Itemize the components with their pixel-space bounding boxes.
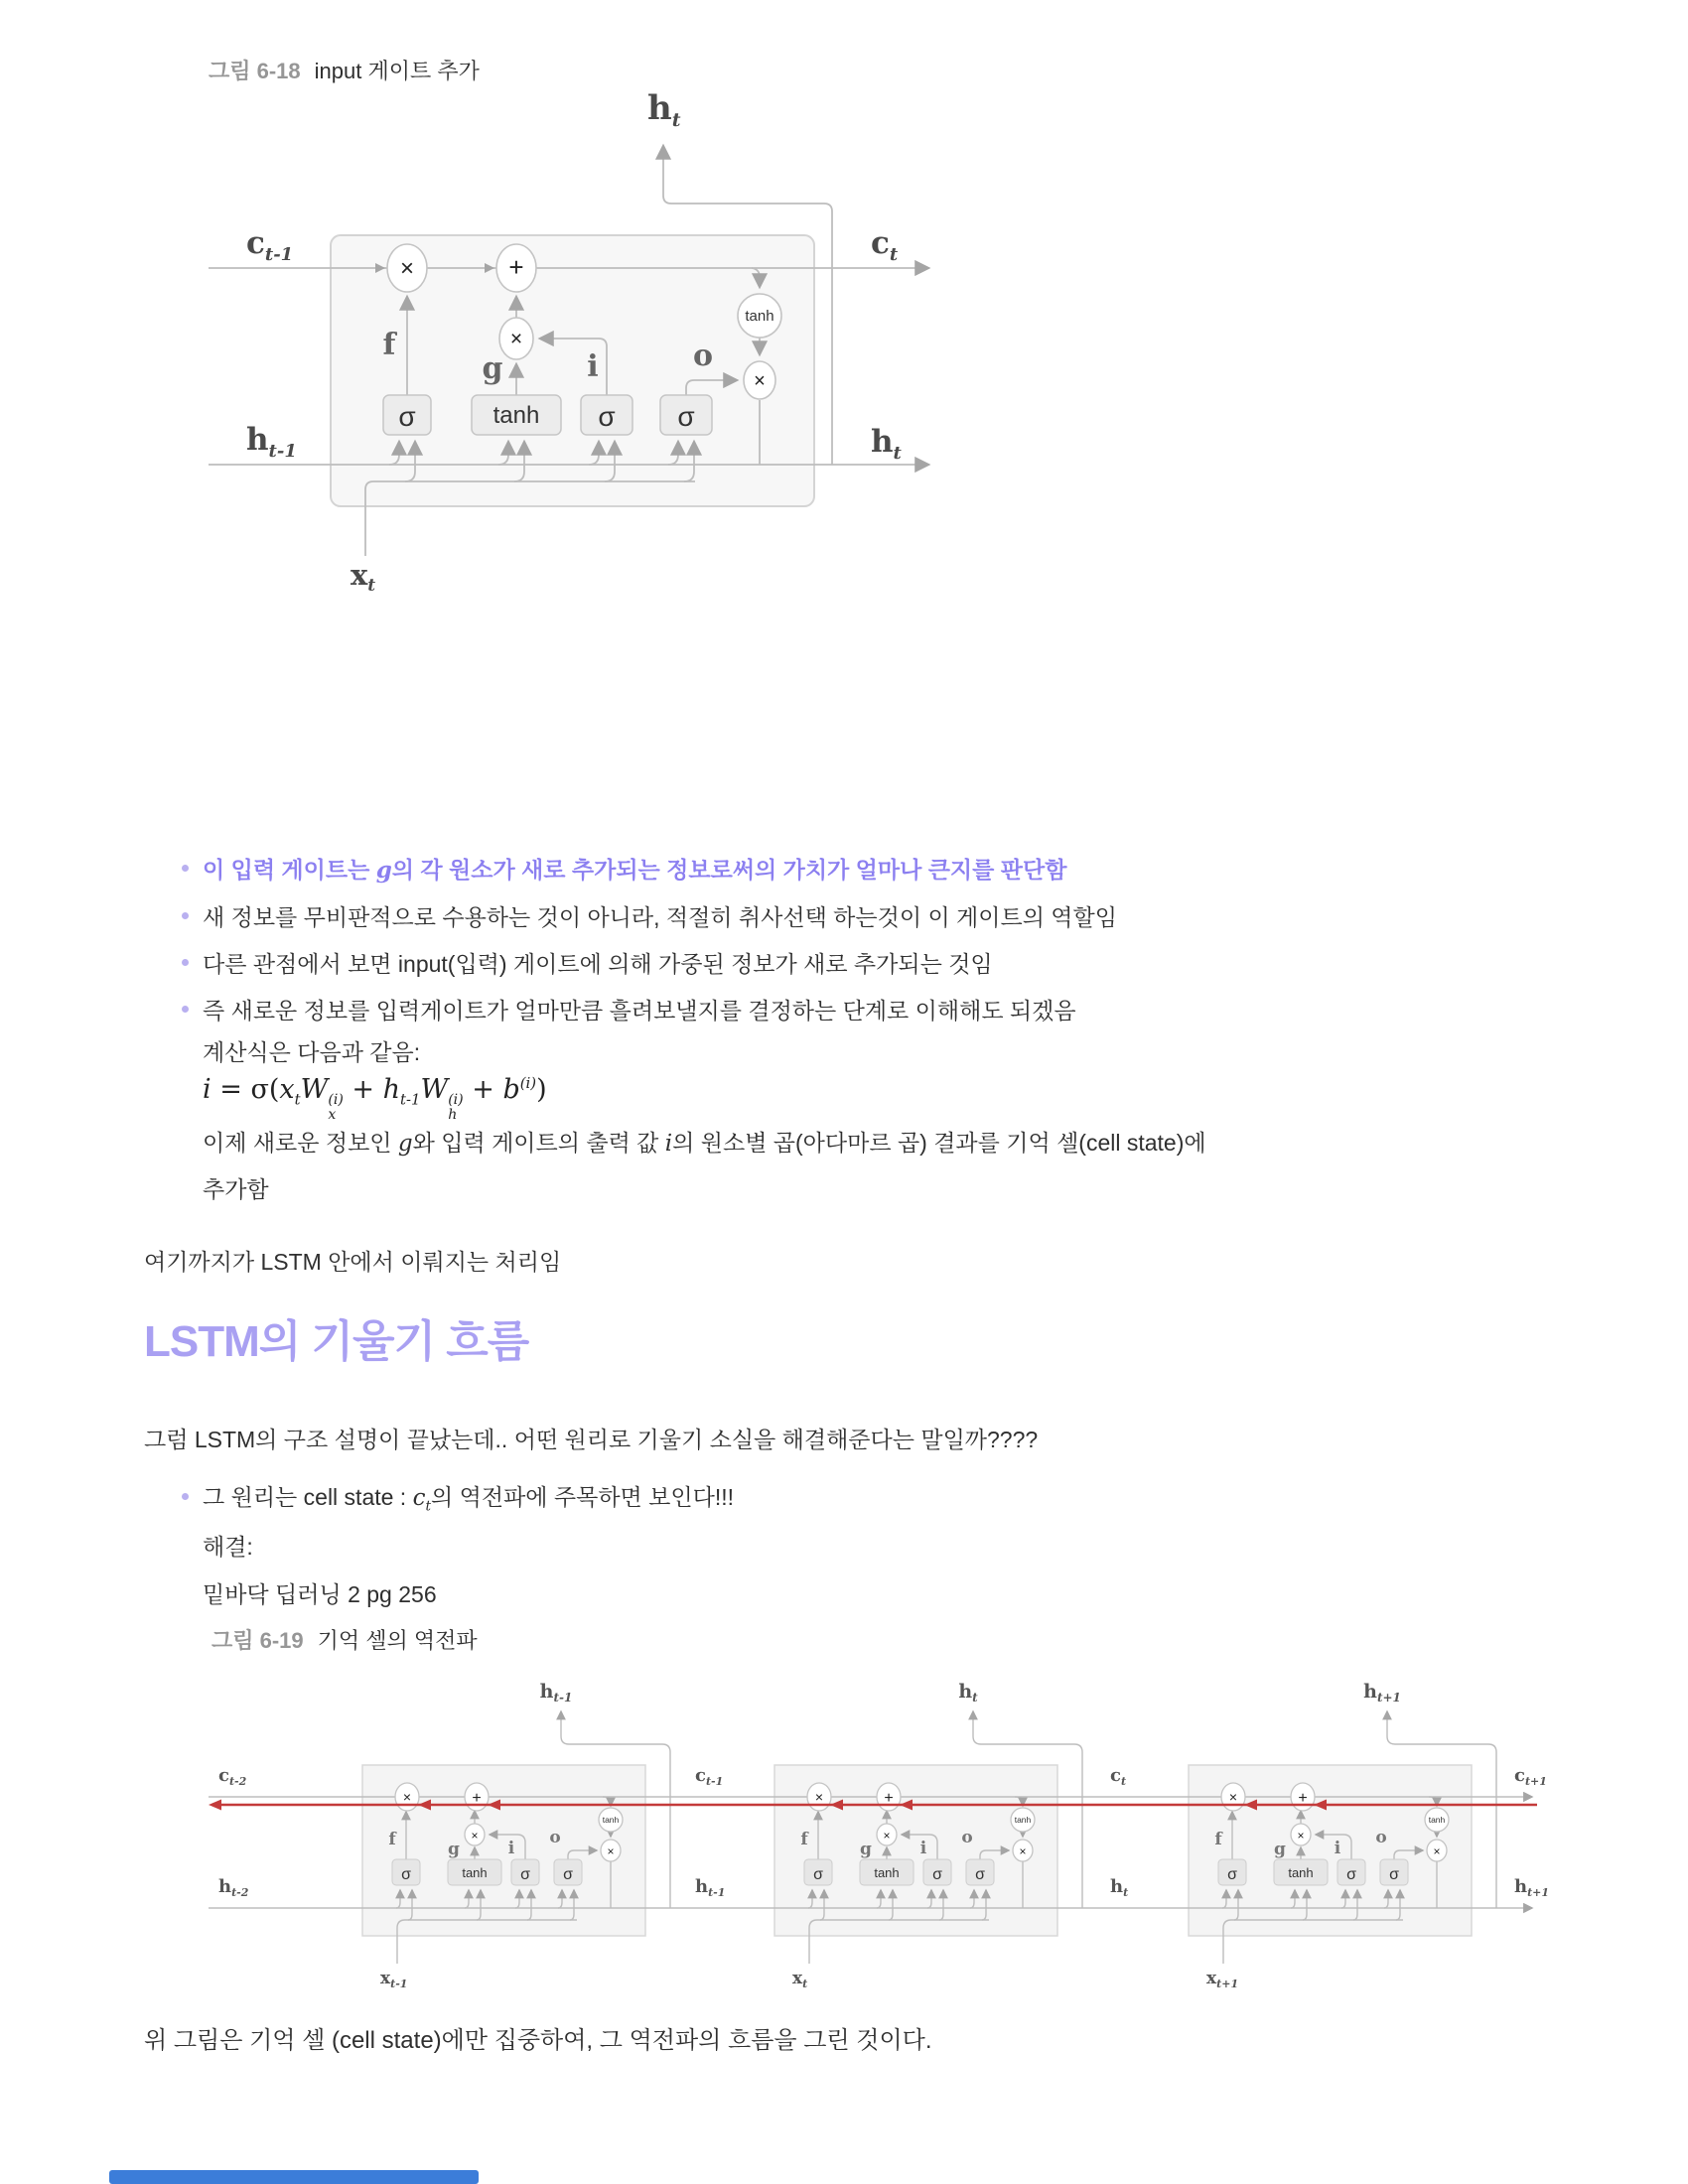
svg-text:σ: σ [1389, 1866, 1399, 1883]
label-h-t: $h_t$ [1110, 1876, 1129, 1899]
svg-text:σ: σ [563, 1866, 573, 1883]
label-h-t2: $h_{t-2}$ [218, 1876, 249, 1899]
calc-intro-line: 계산식은 다음과 같음: [203, 1039, 421, 1065]
label-x-t1: $x_{t-1}$ [380, 1969, 408, 1990]
svg-text:g: g [1274, 1840, 1286, 1859]
figure2-caption-text: 기억 셀의 역전파 [317, 1628, 478, 1653]
svg-text:i: i [507, 1839, 515, 1858]
paragraph-summary: 여기까지가 LSTM 안에서 이뤄지는 처리임 [144, 1249, 562, 1275]
svg-text:σ: σ [813, 1866, 823, 1883]
clipped-blue-bar [109, 2170, 479, 2184]
tanh-gate-g: tanh [492, 402, 540, 429]
label-x-t3: $x_{t+1}$ [1206, 1969, 1239, 1990]
svg-text:tanh: tanh [1428, 1815, 1446, 1825]
svg-text:f: f [800, 1830, 808, 1849]
figure-6-18-lstm-diagram [139, 84, 1053, 601]
svg-text:tanh: tanh [1014, 1815, 1032, 1825]
paragraph-question: 그럼 LSTM의 구조 설명이 끝났는데.. 어떤 원리로 기울기 소실을 해결해준다는 말일까???? [144, 1427, 1039, 1452]
bullet-dot [182, 912, 189, 919]
bullet-item-2 [182, 899, 1117, 932]
label-h-t1: $h_{t-1}$ [695, 1876, 726, 1899]
letter-g: g [482, 351, 503, 386]
bullet-dot [182, 1006, 189, 1013]
svg-text:o: o [549, 1828, 561, 1847]
section-heading: LSTM의 기울기 흐름 [144, 1317, 529, 1366]
svg-text:σ: σ [932, 1866, 942, 1883]
multiply-node-2: × [509, 328, 523, 350]
after-formula-line-2: 추가함 [203, 1176, 269, 1202]
bullet-1-text: 이 입력 게이트는 g의 각 원소가 새로 추가되는 정보로써의 가치가 얼마나 큰지를 판단함 [203, 857, 1067, 884]
label-h-next: $h_t$ [871, 424, 902, 464]
sigma-gate-o: σ [677, 401, 695, 432]
svg-text:×: × [883, 1829, 891, 1843]
figure1-caption-text: input 게이트 추가 [314, 59, 480, 83]
svg-text:+: + [1298, 1790, 1308, 1807]
svg-text:tanh: tanh [602, 1815, 620, 1825]
svg-text:×: × [471, 1829, 479, 1843]
plus-node: + [508, 252, 524, 282]
svg-text:×: × [402, 1789, 412, 1805]
svg-text:tanh: tanh [1288, 1865, 1314, 1880]
input-gate-formula: $i = \sigma(x_tW$ (i) x + $h_{t-1}W$ (i) h + $b^{(i)}$) [203, 1074, 547, 1124]
svg-text:×: × [1228, 1789, 1238, 1805]
sigma-gate-i: σ [598, 401, 616, 432]
svg-text:σ: σ [1346, 1866, 1356, 1883]
svg-text:i: i [1334, 1839, 1341, 1858]
bullet-dot [182, 959, 189, 966]
label-h-top: $h_t$ [647, 88, 681, 131]
svg-text:+: + [884, 1790, 894, 1807]
svg-text:+: + [472, 1790, 482, 1807]
sigma-gate-f: σ [398, 401, 416, 432]
svg-text:σ: σ [401, 1866, 411, 1883]
bullet-2-text: 새 정보를 무비판적으로 수용하는 것이 아니라, 적절히 취사선택 하는것이 이 게이트의 역할임 [203, 904, 1117, 930]
bullet-3-text: 다른 관점에서 보면 input(입력) 게이트에 의해 가중된 정보가 새로 추가되는 것임 [203, 951, 993, 977]
multiply-node-3: × [754, 370, 766, 392]
figure1-caption-label: 그림 6-18 [209, 59, 301, 83]
svg-text:tanh: tanh [462, 1865, 488, 1880]
svg-text:×: × [1433, 1844, 1441, 1858]
label-x-in: $x_t$ [351, 558, 376, 596]
label-c-prev: $c_{t-1}$ [246, 225, 294, 265]
letter-o: o [692, 339, 714, 373]
label-c-t1: $c_{t-1}$ [695, 1765, 724, 1788]
figure1-caption [209, 55, 480, 85]
book-reference-line: 밑바닥 딥러닝 2 pg 256 [203, 1581, 437, 1607]
label-c-t2: $c_{t-2}$ [218, 1765, 247, 1788]
bottom-paragraph: 위 그림은 기억 셀 (cell state)에만 집중하여, 그 역전파의 흐름을 그린 것이다. [144, 2027, 932, 2054]
label-c-t3: $c_{t+1}$ [1514, 1765, 1547, 1788]
svg-text:σ: σ [975, 1866, 985, 1883]
svg-text:o: o [1375, 1828, 1387, 1847]
bullet-dot [182, 1493, 189, 1500]
svg-text:i: i [919, 1839, 927, 1858]
svg-text:σ: σ [1227, 1866, 1237, 1883]
svg-text:σ: σ [520, 1866, 530, 1883]
svg-text:×: × [1019, 1844, 1027, 1858]
svg-text:o: o [961, 1828, 973, 1847]
label-h-prev: $h_{t-1}$ [246, 422, 297, 462]
bullet-item-3 [182, 946, 993, 979]
tanh-node: tanh [745, 308, 774, 325]
solution-line: 해결: [203, 1534, 253, 1560]
bullet-4-text: 즉 새로운 정보를 입력게이트가 얼마만큼 흘려보낼지를 결정하는 단계로 이해해도 되겠음 [203, 998, 1076, 1024]
label-c-t: $c_t$ [1110, 1765, 1127, 1788]
svg-text:×: × [1297, 1829, 1305, 1843]
bullet-cell-state-text: 그 원리는 cell state : $c_t$의 역전파에 주목하면 보인다!!! [203, 1484, 734, 1515]
svg-text:f: f [388, 1830, 396, 1849]
bullet-item-1 [182, 852, 1066, 885]
bullet-cell-state [182, 1479, 734, 1515]
multiply-node-1: × [399, 255, 415, 282]
svg-text:f: f [1214, 1830, 1222, 1849]
label-h-top-1: $h_{t-1}$ [539, 1681, 573, 1705]
bullet-item-4 [182, 993, 1076, 1025]
after-formula-line: 이제 새로운 정보인 g와 입력 게이트의 출력 값 i의 원소별 곱(아다마르 곱) 결과를 기억 셀(cell state)에 [203, 1130, 1206, 1157]
bullet-dot [182, 865, 189, 872]
letter-f: f [382, 328, 396, 362]
label-x-t: $x_t$ [792, 1969, 808, 1990]
label-h-top-2: $h_t$ [958, 1681, 978, 1705]
svg-text:×: × [607, 1844, 615, 1858]
svg-text:g: g [860, 1840, 872, 1859]
figure2-caption [211, 1624, 478, 1655]
svg-text:×: × [814, 1789, 824, 1805]
letter-i: i [587, 349, 599, 384]
label-h-t3: $h_{t+1}$ [1514, 1876, 1550, 1899]
label-c-next: $c_t$ [871, 225, 899, 265]
label-h-top-3: $h_{t+1}$ [1363, 1681, 1401, 1705]
figure2-caption-label: 그림 6-19 [211, 1628, 304, 1653]
svg-text:tanh: tanh [874, 1865, 900, 1880]
figure-6-19-backprop-diagram [139, 1678, 1599, 1995]
svg-text:g: g [448, 1840, 460, 1859]
